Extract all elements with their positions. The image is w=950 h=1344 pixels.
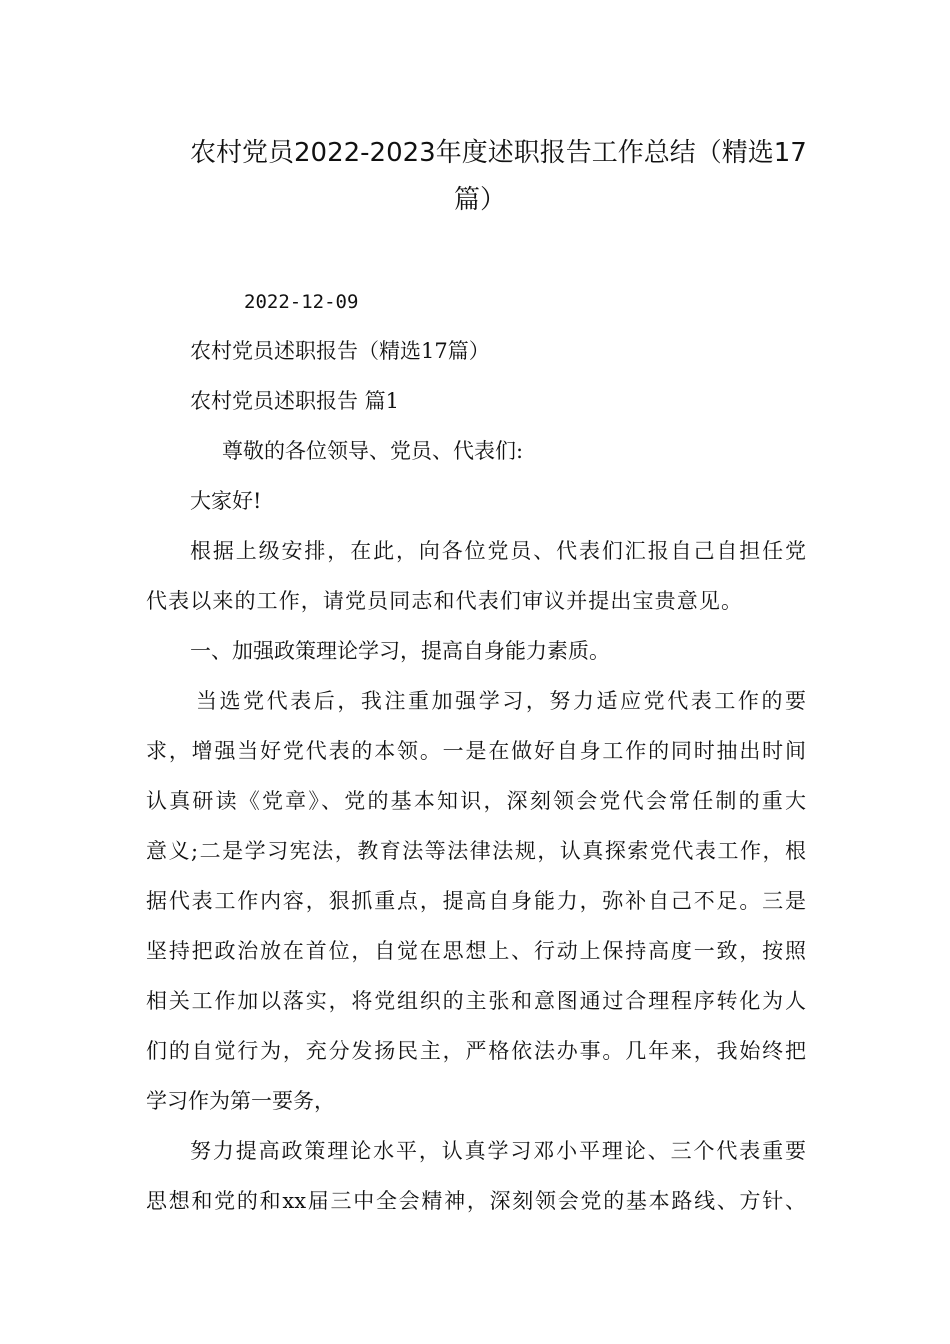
body-line-13: 努力提高政策理论水平，认真学习邓小平理论、三个代表重要 xyxy=(190,1139,806,1163)
document-title-line-1: 农村党员2022-2023年度述职报告工作总结（精选17 xyxy=(190,138,807,168)
body-line-2: 代表以来的工作，请党员同志和代表们审议并提出宝贵意见。 xyxy=(146,589,742,613)
body-line-12: 学习作为第一要务， xyxy=(146,1089,335,1113)
greeting: 大家好! xyxy=(190,489,262,513)
document-title-line-2: 篇） xyxy=(453,185,506,215)
document-subtitle: 农村党员述职报告（精选17篇） xyxy=(190,339,490,363)
body-line-8: 据代表工作内容，狠抓重点，提高自身能力，弥补自己不足。三是 xyxy=(146,889,806,913)
body-line-3: 一、加强政策理论学习，提高自身能力素质。 xyxy=(190,639,610,663)
salutation: 尊敬的各位领导、党员、代表们: xyxy=(222,439,524,463)
body-line-10: 相关工作加以落实，将党组织的主张和意图通过合理程序转化为人 xyxy=(146,989,806,1013)
body-line-5: 求，增强当好党代表的本领。一是在做好自身工作的同时抽出时间 xyxy=(146,739,806,763)
body-line-1: 根据上级安排，在此，向各位党员、代表们汇报自己自担任党 xyxy=(190,539,806,563)
body-line-11: 们的自觉行为，充分发扬民主，严格依法办事。几年来，我始终把 xyxy=(146,1039,806,1063)
body-line-6: 认真研读《党章》、党的基本知识，深刻领会党代会常任制的重大 xyxy=(146,789,806,813)
body-line-9: 坚持把政治放在首位，自觉在思想上、行动上保持高度一致，按照 xyxy=(146,939,806,963)
body-line-4: 当选党代表后，我注重加强学习，努力适应党代表工作的要 xyxy=(196,689,806,713)
document-date: 2022-12-09 xyxy=(244,291,359,313)
body-line-14: 思想和党的和xx届三中全会精神，深刻领会党的基本路线、方针、 xyxy=(146,1189,806,1213)
section-heading: 农村党员述职报告 篇1 xyxy=(190,389,400,413)
body-line-7: 意义;二是学习宪法，教育法等法律法规，认真探索党代表工作，根 xyxy=(146,839,806,863)
